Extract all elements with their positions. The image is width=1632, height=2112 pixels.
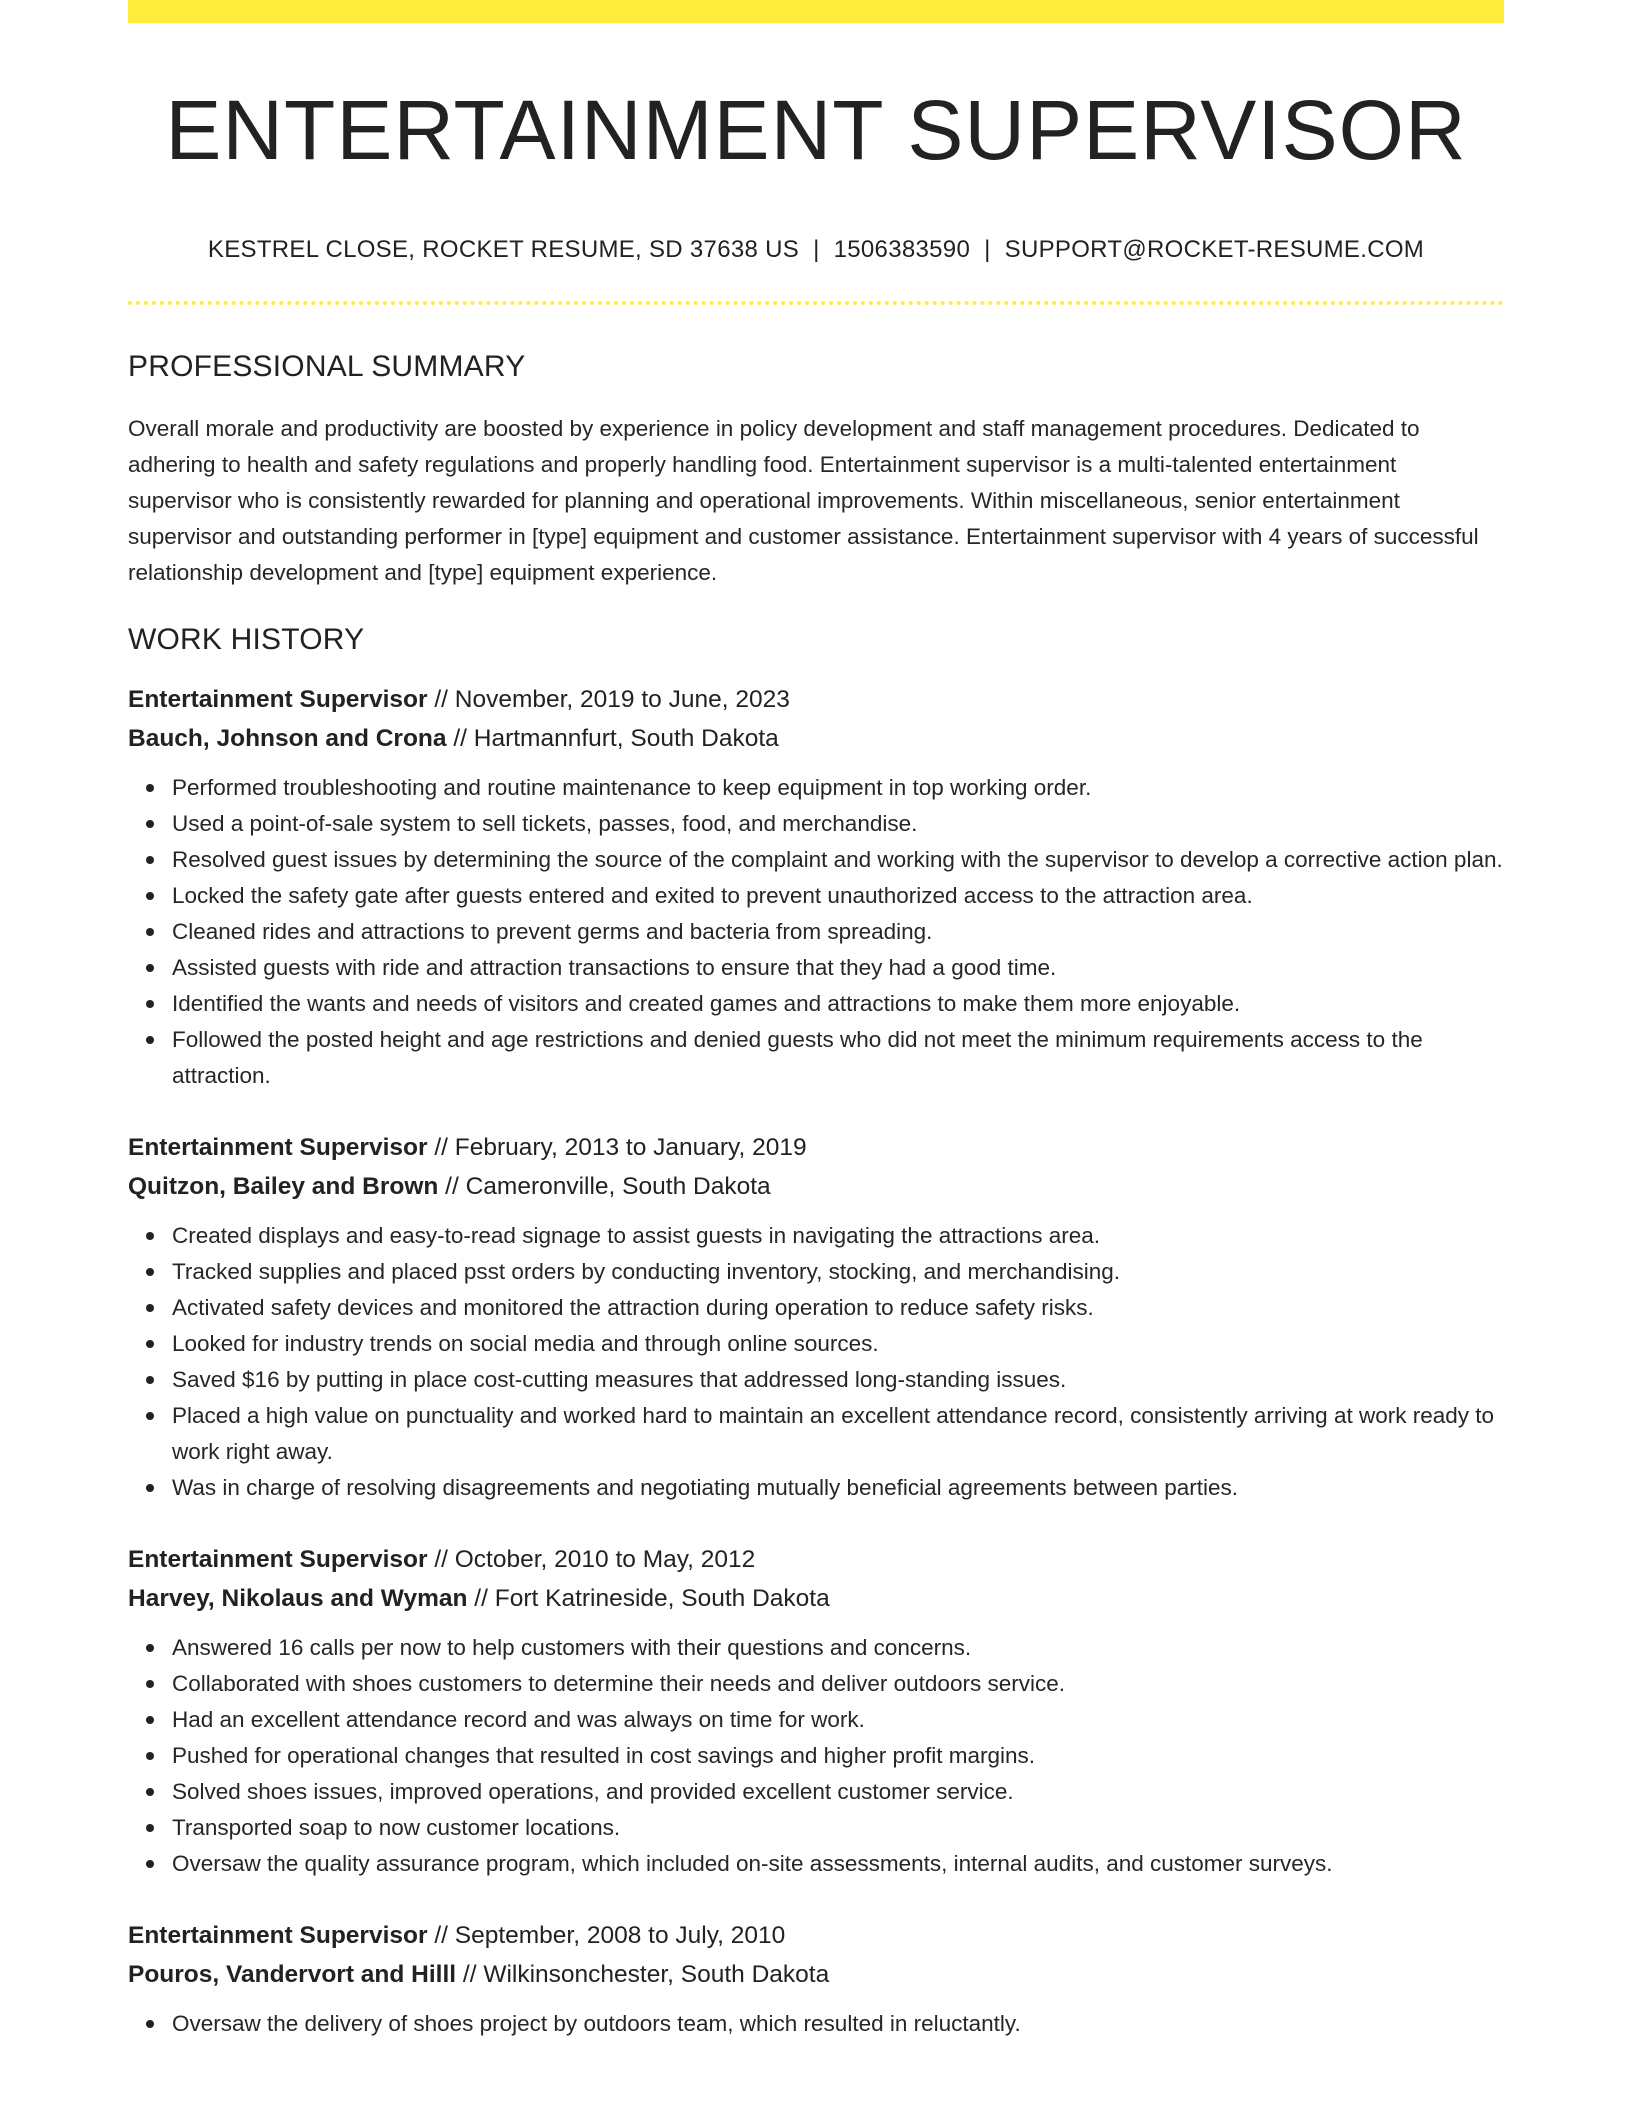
job-company-line [128,1579,1504,1618]
address: KESTREL CLOSE, ROCKET RESUME, SD 37638 US [207,236,800,263]
divider: // [427,686,455,713]
job-company-line [128,1955,1504,1994]
job-role: Entertainment Supervisor [128,1134,428,1161]
job-role: Entertainment Supervisor [128,686,428,713]
phone: 1506383590 [833,236,971,263]
divider: // [456,1961,484,1988]
job-company: Bauch, Johnson and Crona [128,725,447,752]
bullet-item: Saved $16 by putting in place cost-cutting measures that addressed long-standing issues. [172,1362,1504,1398]
job-location: Cameronville, South Dakota [465,1173,771,1200]
job-dates: September, 2008 to July, 2010 [454,1922,786,1949]
job-entry [128,1540,1504,1882]
divider: // [427,1922,455,1949]
summary-text: Overall morale and productivity are boosted by experience in policy development and staff management procedures. Dedicated to adhering to health and safety regulations and properly handling food. Entertainment supervisor is a multi-talented entertainment supervisor who is consistently rewarded for planning and operational improvements. Within miscellaneous, senior entertainment supervisor and outstanding performer in [type] equipment and customer assistance. Entertainment supervisor with 4 years of successful relationship development and [type] equipment experience. [128,416,1479,585]
bullet-item: Was in charge of resolving disagreements and negotiating mutually beneficial agreements between parties. [172,1470,1504,1506]
dotted-divider [128,301,1504,305]
job-entry [128,1128,1504,1506]
job-dates: November, 2019 to June, 2023 [454,686,790,713]
bullet-item: Had an excellent attendance record and was always on time for work. [172,1702,1504,1738]
work-history-list [128,680,1504,2042]
job-location: Hartmannfurt, South Dakota [473,725,779,752]
bullet-item: Collaborated with shoes customers to determine their needs and deliver outdoors service. [172,1666,1504,1702]
job-company: Pouros, Vandervort and Hilll [128,1961,457,1988]
bullet-item: Locked the safety gate after guests entered and exited to prevent unauthorized access to the attraction area. [172,878,1504,914]
separator: | [813,236,820,263]
bullet-item: Looked for industry trends on social media and through online sources. [172,1326,1504,1362]
job-dates: October, 2010 to May, 2012 [454,1546,756,1573]
job-location: Fort Katrineside, South Dakota [494,1585,830,1612]
job-company-line [128,719,1504,758]
job-bullets [128,2006,1504,2042]
job-bullets [128,1218,1504,1506]
bullet-item: Created displays and easy-to-read signage to assist guests in navigating the attractions area. [172,1218,1504,1254]
bullet-item: Pushed for operational changes that resulted in cost savings and higher profit margins. [172,1738,1504,1774]
divider: // [438,1173,466,1200]
resume-page [128,0,1504,2042]
bullet-item: Oversaw the delivery of shoes project by outdoors team, which resulted in reluctantly. [172,2006,1504,2042]
divider: // [427,1546,455,1573]
separator: | [984,236,991,263]
job-role: Entertainment Supervisor [128,1546,428,1573]
bullet-item: Answered 16 calls per now to help customers with their questions and concerns. [172,1630,1504,1666]
divider: // [427,1134,455,1161]
bullet-item: Placed a high value on punctuality and worked hard to maintain an excellent attendance record, consistently arriving at work ready to work right away. [172,1398,1504,1470]
bullet-item: Cleaned rides and attractions to prevent germs and bacteria from spreading. [172,914,1504,950]
contact-line [128,238,1504,262]
candidate-name: ENTERTAINMENT SUPERVISOR [165,83,1467,177]
bullet-item: Resolved guest issues by determining the source of the complaint and working with the supervisor to develop a corrective action plan. [172,842,1504,878]
bullet-item: Performed troubleshooting and routine maintenance to keep equipment in top working order. [172,770,1504,806]
summary-heading: PROFESSIONAL SUMMARY [128,350,526,383]
job-role-line [128,1916,1504,1955]
job-dates: February, 2013 to January, 2019 [454,1134,807,1161]
bullet-item: Followed the posted height and age restrictions and denied guests who did not meet the minimum requirements access to the attraction. [172,1022,1504,1094]
job-company-line [128,1167,1504,1206]
job-entry [128,680,1504,1094]
bullet-item: Tracked supplies and placed psst orders by conducting inventory, stocking, and merchandising. [172,1254,1504,1290]
bullet-item: Oversaw the quality assurance program, which included on-site assessments, internal audits, and customer surveys. [172,1846,1504,1882]
job-role-line [128,680,1504,719]
bullet-item: Transported soap to now customer locations. [172,1810,1504,1846]
bullet-item: Identified the wants and needs of visitors and created games and attractions to make them more enjoyable. [172,986,1504,1022]
job-role-line [128,1540,1504,1579]
divider: // [467,1585,495,1612]
job-role-line [128,1128,1504,1167]
job-role: Entertainment Supervisor [128,1922,428,1949]
work-history-heading: WORK HISTORY [128,623,365,656]
bullet-item: Used a point-of-sale system to sell tickets, passes, food, and merchandise. [172,806,1504,842]
divider: // [446,725,474,752]
job-entry [128,1916,1504,2042]
job-company: Harvey, Nikolaus and Wyman [128,1585,468,1612]
bullet-item: Assisted guests with ride and attraction transactions to ensure that they had a good time. [172,950,1504,986]
job-bullets [128,770,1504,1094]
bullet-item: Solved shoes issues, improved operations, and provided excellent customer service. [172,1774,1504,1810]
bullet-item: Activated safety devices and monitored the attraction during operation to reduce safety risks. [172,1290,1504,1326]
top-accent-bar [128,0,1504,23]
email: SUPPORT@ROCKET-RESUME.COM [1004,236,1425,263]
job-location: Wilkinsonchester, South Dakota [483,1961,830,1988]
job-company: Quitzon, Bailey and Brown [128,1173,439,1200]
job-bullets [128,1630,1504,1882]
